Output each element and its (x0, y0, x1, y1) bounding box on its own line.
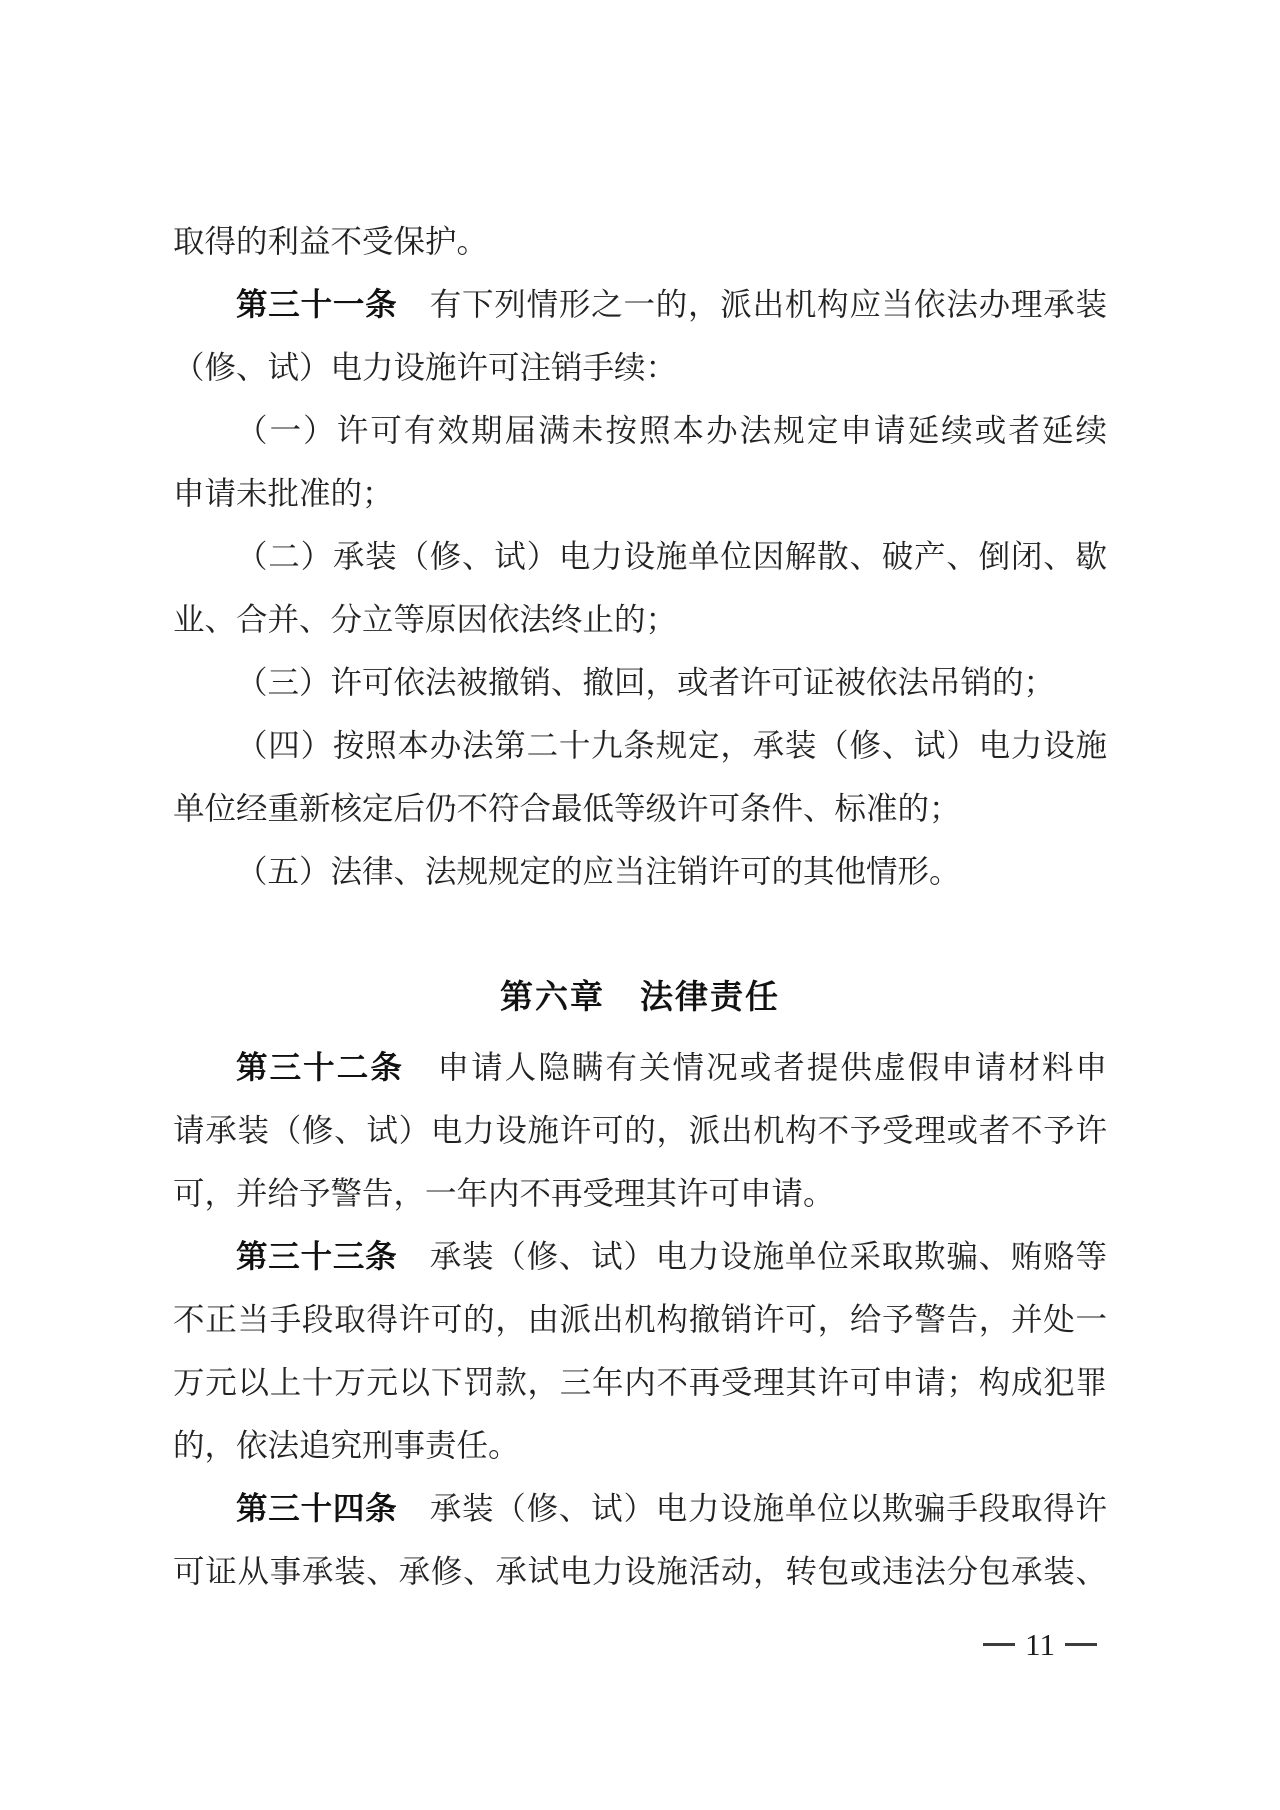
paragraph (173, 1477, 1107, 1603)
paragraph (173, 1225, 1107, 1477)
text-line: （四）按照本办法第二十九条规定，承装（修、试）电力设施 (236, 728, 1107, 763)
text-line: 可，并给予警告，一年内不再受理其许可申请。 (173, 1176, 835, 1211)
text-line: 第三十一条 有下列情形之一的，派出机构应当依法办理承装 (236, 286, 1107, 322)
paragraph (173, 651, 1107, 714)
paragraph (173, 1036, 1107, 1225)
article-number: 第三十一条 (236, 286, 398, 322)
text-line: 取得的利益不受保护。 (173, 224, 489, 259)
text-line: 单位经重新核定后仍不符合最低等级许可条件、标准的； (173, 791, 961, 826)
paragraph (173, 399, 1107, 525)
paragraph (173, 273, 1107, 399)
text-line: 可证从事承装、承修、承试电力设施活动，转包或违法分包承装、 (173, 1554, 1107, 1589)
page-number-dash-left (983, 1643, 1015, 1646)
text-line: 第三十二条 申请人隐瞒有关情况或者提供虚假申请材料申 (236, 1049, 1107, 1085)
paragraph (173, 210, 1107, 273)
article-number: 第三十二条 (236, 1049, 404, 1085)
paragraph (173, 714, 1107, 840)
document-body (173, 210, 1107, 1603)
article-number: 第三十三条 (236, 1238, 398, 1274)
text-line: （一）许可有效期届满未按照本办法规定申请延续或者延续 (236, 413, 1107, 448)
page-number-value: 11 (1025, 1627, 1055, 1662)
text-line: （二）承装（修、试）电力设施单位因解散、破产、倒闭、歇 (236, 539, 1107, 574)
text-line: 第三十三条 承装（修、试）电力设施单位采取欺骗、贿赂等 (236, 1238, 1107, 1274)
paragraph (173, 840, 1107, 903)
text-line: （三）许可依法被撤销、撤回，或者许可证被依法吊销的； (236, 665, 1056, 700)
text-line: 申请未批准的； (173, 476, 394, 511)
text-line: 的，依法追究刑事责任。 (173, 1428, 520, 1463)
text-line: （修、试）电力设施许可注销手续： (173, 350, 678, 385)
chapter-heading: 第六章 法律责任 (500, 978, 780, 1015)
page-number-dash-right (1065, 1643, 1097, 1646)
article-number: 第三十四条 (236, 1490, 398, 1526)
paragraph (173, 525, 1107, 651)
text-line: 第三十四条 承装（修、试）电力设施单位以欺骗手段取得许 (236, 1490, 1107, 1526)
page-number (173, 1613, 1107, 1676)
text-line: 业、合并、分立等原因依法终止的； (173, 602, 678, 637)
text-line: （五）法律、法规规定的应当注销许可的其他情形。 (236, 854, 961, 889)
text-line: 请承装（修、试）电力设施许可的，派出机构不予受理或者不予许 (173, 1113, 1107, 1148)
text-line: 不正当手段取得许可的，由派出机构撤销许可，给予警告，并处一 (173, 1302, 1107, 1337)
text-line: 万元以上十万元以下罚款，三年内不再受理其许可申请；构成犯罪 (173, 1365, 1107, 1400)
